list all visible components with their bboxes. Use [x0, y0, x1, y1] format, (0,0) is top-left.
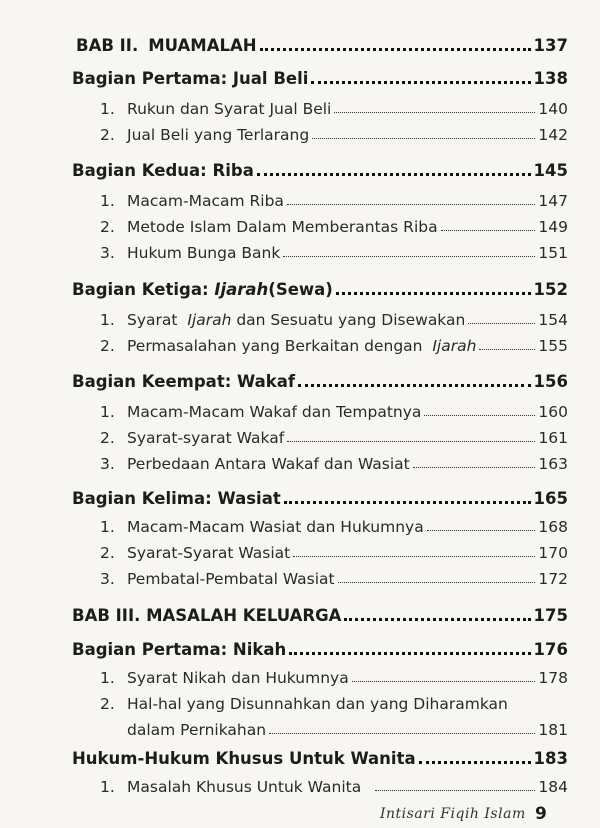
dot-leader	[441, 230, 536, 231]
section-title: Bagian Kelima: Wasiat	[72, 489, 281, 508]
page-number: 184	[538, 778, 568, 796]
page-number: 181	[538, 721, 568, 739]
page-number-footer: 9	[535, 804, 547, 824]
page-number: 151	[538, 244, 568, 262]
dot-leader	[257, 173, 531, 176]
page-number: 168	[538, 518, 568, 536]
dot-leader	[334, 112, 535, 113]
item-number: 2.	[100, 126, 115, 144]
dot-leader	[260, 48, 531, 51]
dot-leader	[424, 415, 535, 416]
item-title: Syarat Nikah dan Hukumnya	[127, 669, 349, 687]
dot-leader	[427, 530, 536, 531]
section-title: Hukum-Hukum Khusus Untuk Wanita	[72, 749, 416, 768]
page-number: 165	[533, 489, 568, 508]
toc-item[interactable]	[100, 192, 568, 210]
toc-item[interactable]	[100, 778, 568, 796]
section-title: Bagian Kedua: Riba	[72, 161, 254, 180]
item-title: Syarat-syarat Wakaf	[127, 429, 285, 447]
toc-item-continuation[interactable]	[127, 721, 568, 739]
page-number: 178	[538, 669, 568, 687]
page-number: 149	[538, 218, 568, 236]
item-title: Macam-Macam Wakaf dan Tempatnya	[127, 403, 422, 421]
dot-leader	[419, 761, 531, 764]
page-number: 154	[538, 311, 568, 329]
item-number: 3.	[100, 244, 115, 262]
dot-leader	[375, 790, 535, 791]
item-number: 1.	[100, 778, 115, 796]
item-number: 2.	[100, 218, 115, 236]
item-number: 1.	[100, 100, 115, 118]
section-title: Bagian Pertama: Jual Beli	[72, 69, 309, 88]
dot-leader	[344, 618, 530, 621]
item-number: 3.	[100, 570, 115, 588]
item-title: Macam-Macam Wasiat dan Hukumnya	[127, 518, 424, 536]
item-title: Syarat Ijarah dan Sesuatu yang Disewakan	[127, 311, 466, 329]
toc-section[interactable]	[72, 640, 568, 659]
section-title: Bagian Keempat: Wakaf	[72, 372, 296, 391]
dot-leader	[283, 256, 535, 257]
item-number: 1.	[100, 192, 115, 210]
chapter-title: MUAMALAH	[148, 36, 257, 55]
book-title: Intisari Fiqih Islam	[380, 806, 526, 822]
toc-section[interactable]	[72, 69, 568, 88]
toc-item[interactable]	[100, 218, 568, 236]
page-number: 147	[538, 192, 568, 210]
section-title: Bagian Ketiga: Ijarah (Sewa)	[72, 280, 333, 299]
page-number: 175	[533, 606, 568, 625]
toc-item[interactable]	[100, 126, 568, 144]
page-number: 183	[533, 749, 568, 768]
toc-item[interactable]	[100, 669, 568, 687]
page-number: 160	[538, 403, 568, 421]
dot-leader	[479, 349, 535, 350]
item-number: 1.	[100, 403, 115, 421]
dot-leader	[287, 441, 535, 442]
toc-item[interactable]	[100, 570, 568, 588]
toc-item[interactable]	[100, 244, 568, 262]
toc-item[interactable]	[100, 429, 568, 447]
dot-leader	[284, 501, 531, 504]
dot-leader	[468, 323, 535, 324]
item-title: Permasalahan yang Berkaitan dengan Ijarah	[127, 337, 477, 355]
dot-leader	[287, 204, 535, 205]
page-number: 145	[533, 161, 568, 180]
page-number: 163	[538, 455, 568, 473]
toc-chapter-bab-ii[interactable]	[76, 36, 568, 55]
toc-section[interactable]	[72, 489, 568, 508]
page-number: 138	[533, 69, 568, 88]
toc-item[interactable]	[100, 455, 568, 473]
item-title: Metode Islam Dalam Memberantas Riba	[127, 218, 438, 236]
item-title: Masalah Khusus Untuk Wanita	[127, 778, 362, 796]
dot-leader	[293, 556, 535, 557]
item-title: Pembatal-Pembatal Wasiat	[127, 570, 335, 588]
dot-leader	[352, 681, 536, 682]
dot-leader	[338, 582, 536, 583]
dot-leader	[298, 384, 530, 387]
item-title: Macam-Macam Riba	[127, 192, 284, 210]
toc-section[interactable]	[72, 372, 568, 391]
item-number: 2.	[100, 544, 115, 562]
toc-item[interactable]	[100, 518, 568, 536]
chapter-prefix: BAB II.	[76, 36, 139, 55]
toc-section[interactable]	[72, 749, 568, 768]
section-title: Bagian Pertama: Nikah	[72, 640, 287, 659]
toc-item[interactable]	[100, 403, 568, 421]
item-title: Syarat-Syarat Wasiat	[127, 544, 291, 562]
item-number: 1.	[100, 518, 115, 536]
item-number: 1.	[100, 669, 115, 687]
page-number: 161	[538, 429, 568, 447]
page-number: 137	[533, 36, 568, 55]
item-number: 2.	[100, 429, 115, 447]
item-title-continuation: dalam Pernikahan	[127, 721, 267, 739]
page-footer	[0, 806, 600, 828]
item-title: Perbedaan Antara Wakaf dan Wasiat	[127, 455, 410, 473]
page-number: 140	[538, 100, 568, 118]
item-title: Rukun dan Syarat Jual Beli	[127, 100, 332, 118]
chapter-prefix: BAB III.	[72, 606, 141, 625]
page-number: 142	[538, 126, 568, 144]
item-number: 2.	[100, 695, 115, 713]
page-number: 170	[538, 544, 568, 562]
page-number: 155	[538, 337, 568, 355]
item-title: Hukum Bunga Bank	[127, 244, 281, 262]
dot-leader	[312, 138, 535, 139]
item-number: 3.	[100, 455, 115, 473]
toc-item[interactable]	[100, 337, 568, 355]
dot-leader	[336, 292, 531, 295]
toc-section[interactable]	[72, 280, 568, 299]
chapter-title: MASALAH KELUARGA	[146, 606, 342, 625]
toc-item[interactable]	[100, 100, 568, 118]
item-title: Jual Beli yang Terlarang	[127, 126, 310, 144]
toc-chapter-bab-iii[interactable]	[72, 606, 568, 625]
page-number: 152	[533, 280, 568, 299]
toc-item[interactable]	[100, 544, 568, 562]
item-number: 2.	[100, 337, 115, 355]
toc-item[interactable]	[100, 695, 568, 713]
dot-leader	[413, 467, 536, 468]
page-number: 172	[538, 570, 568, 588]
page-number: 156	[533, 372, 568, 391]
dot-leader	[269, 733, 535, 734]
dot-leader	[289, 652, 530, 655]
item-title: Hal-hal yang Disunnahkan dan yang Diharamkan	[127, 695, 508, 713]
toc-section[interactable]	[72, 161, 568, 180]
dot-leader	[311, 81, 530, 84]
item-number: 1.	[100, 311, 115, 329]
page-number: 176	[533, 640, 568, 659]
toc-item[interactable]	[100, 311, 568, 329]
